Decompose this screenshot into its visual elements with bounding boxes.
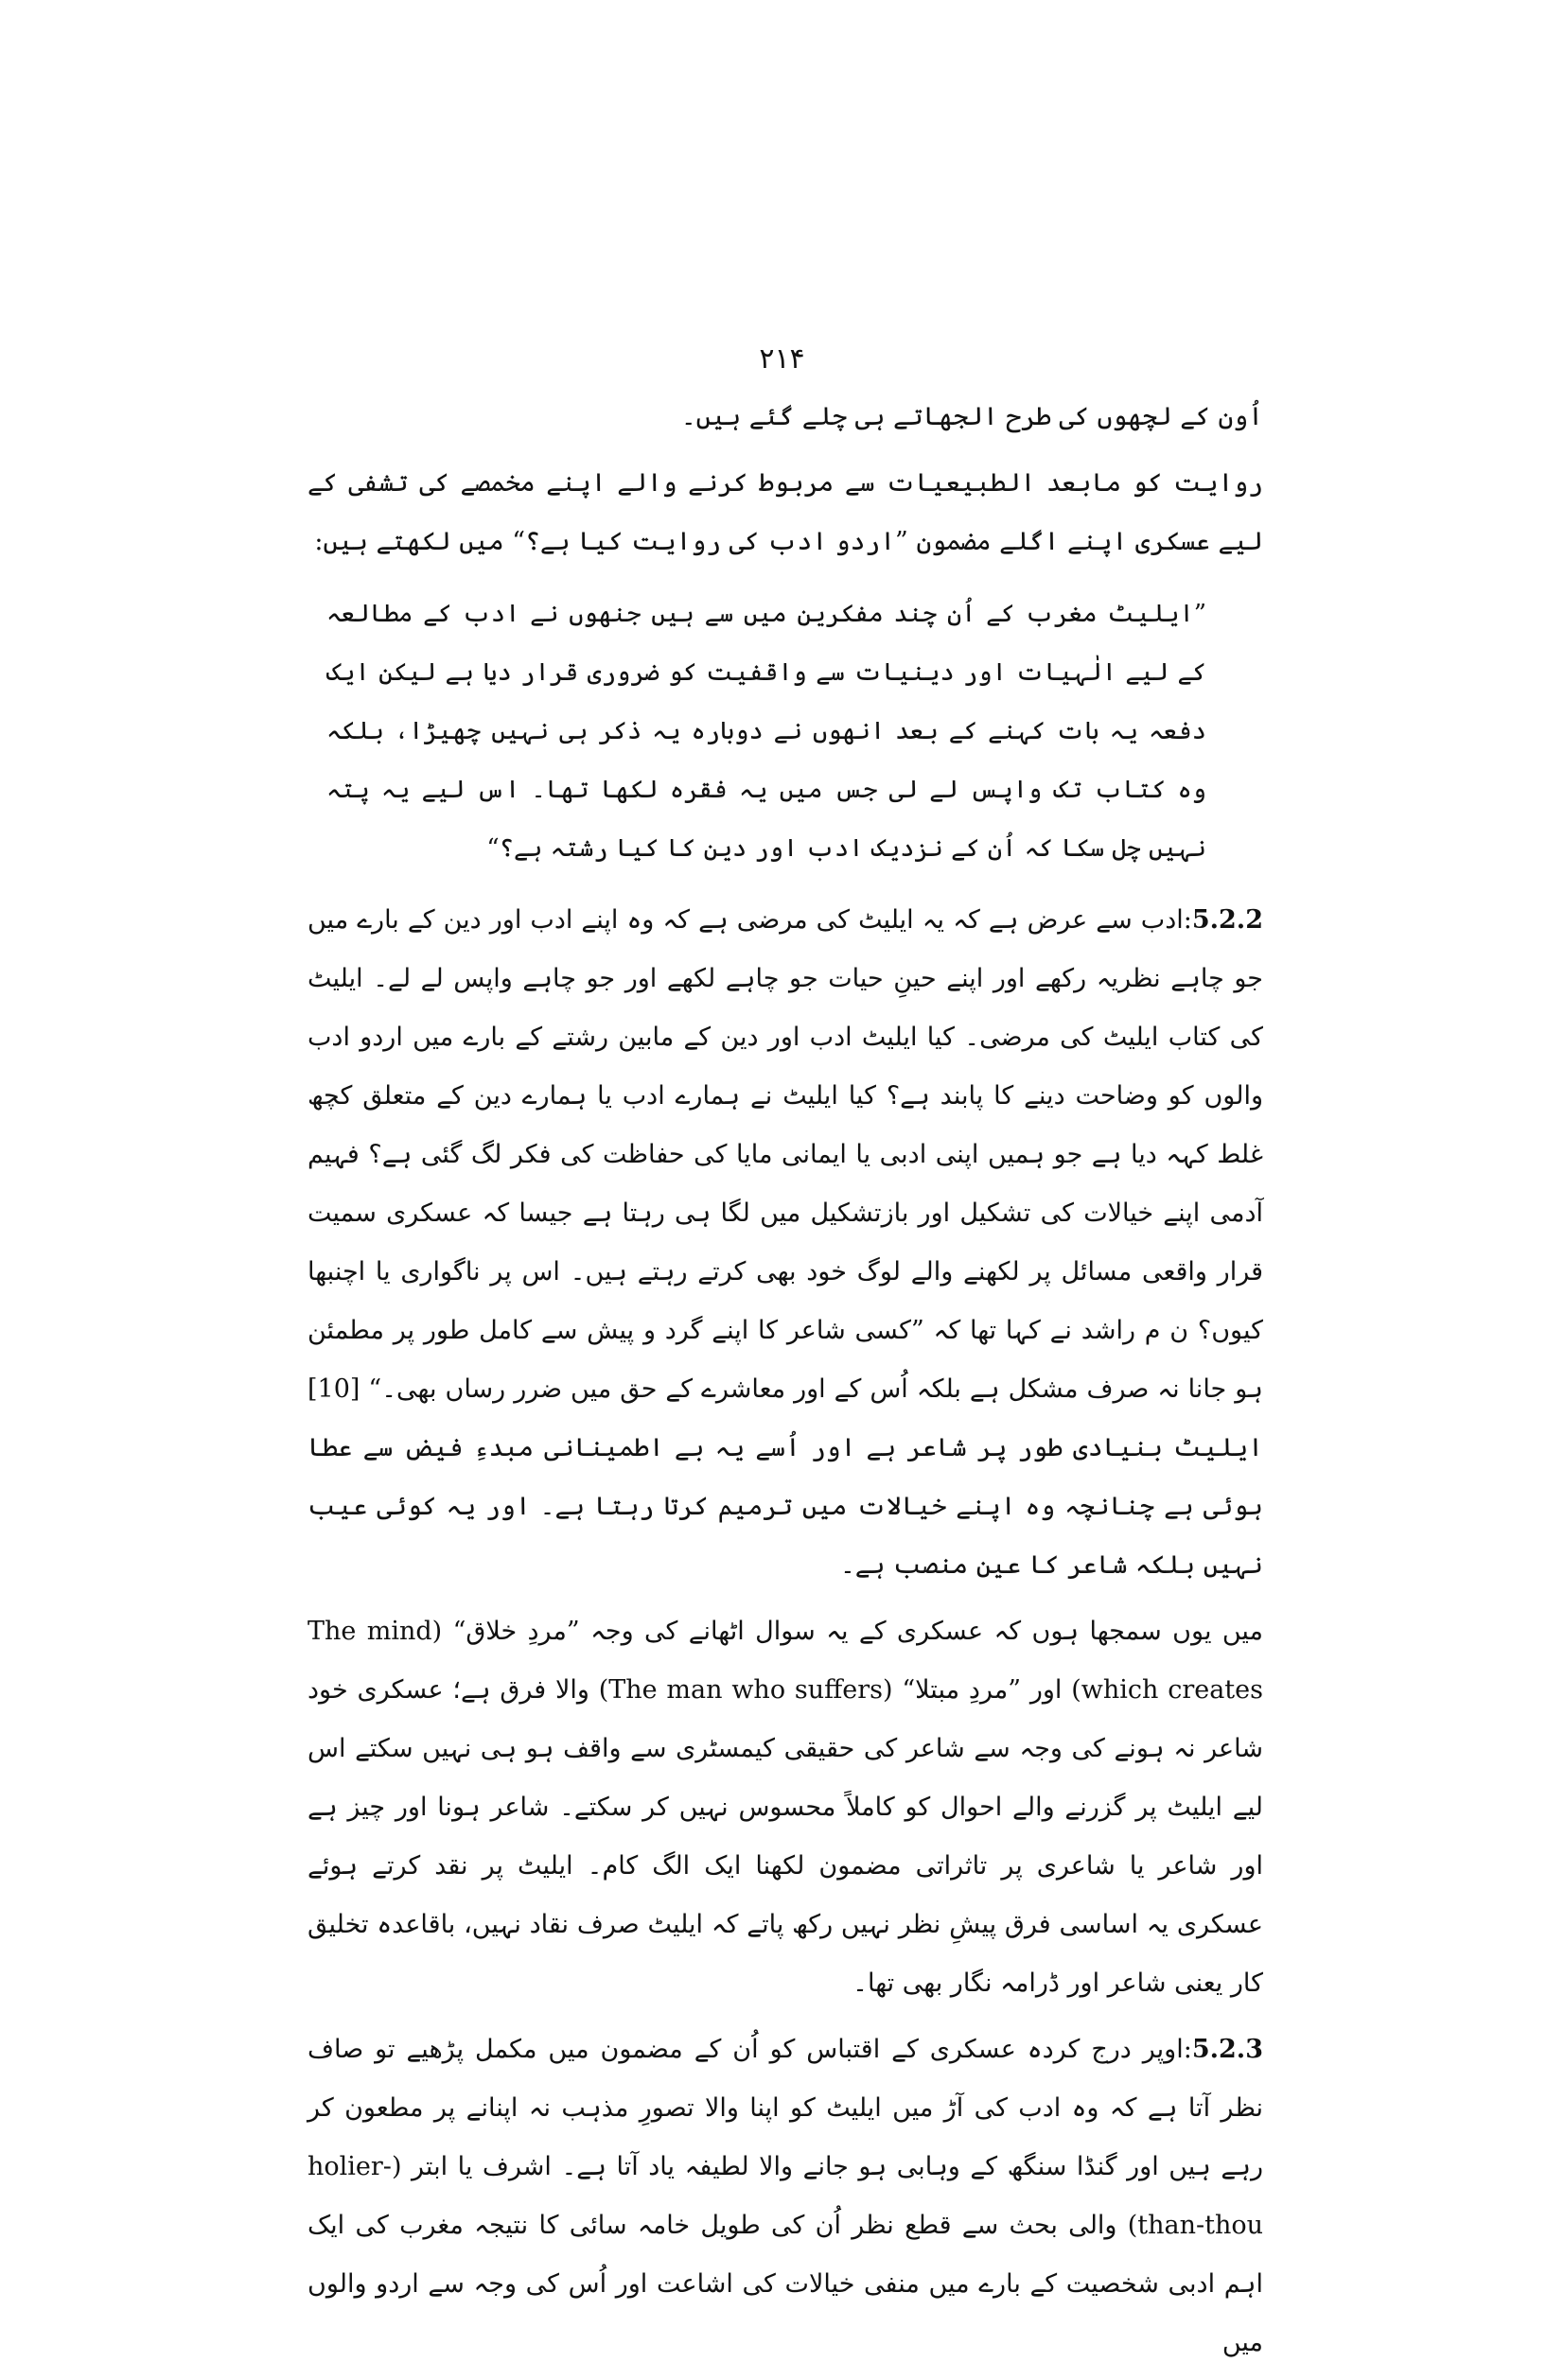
paragraph-text: :اوپر درج کردہ عسکری کے اقتباس کو اُن کے مضمون میں مکمل پڑھیے تو صاف نظر آتا ہے کہ وہ ادب کی آڑ میں ایلیٹ کو اپنا والا تصورِ مذہب نہ اپنانے پر مطعون کر رہے ہیں اور گنڈا سنگھ کے وہابی ہو جانے والا لطیفہ یاد آتا ہے۔ اشرف یا ابتر (holier-than-thou) والی بحث سے قطع نظر اُن کی طویل خامہ سائی کا نتیجہ مغرب کی ایک اہم ادبی شخصیت کے بارے میں منفی خیالات کی اشاعت اور اُس کی وجہ سے اردو والوں میں [308, 2035, 1263, 2357]
paragraph-section-5-2-3 [308, 2021, 1263, 2372]
paragraph-section-5-2-2 [308, 891, 1263, 1595]
section-number: 5.2.2 [1191, 905, 1263, 935]
page-number: ۲۱۴ [759, 342, 805, 376]
paragraph-text: :ادب سے عرض ہے کہ یہ ایلیٹ کی مرضی ہے کہ وہ اپنے ادب اور دین کے بارے میں جو چاہے نظریہ رکھے اور اپنے حینِ حیات جو چاہے لکھے اور جو چاہے واپس لے لے۔ ایلیٹ کی کتاب ایلیٹ کی مرضی۔ کیا ایلیٹ ادب اور دین کے مابین رشتے کے بارے میں اردو ادب والوں کو وضاحت دینے کا پابند ہے؟ کیا ایلیٹ نے ہمارے ادب یا ہمارے دین کے متعلق کچھ غلط کہہ دیا ہے جو ہمیں اپنی ادبی یا ایمانی مایا کی حفاظت کی فکر لگ گئی ہے؟ فہیم آدمی اپنے خیالات کی تشکیل اور بازتشکیل میں لگا ہی رہتا ہے جیسا کہ عسکری سمیت قرار واقعی مسائل پر لکھنے والے لوگ خود بھی کرتے رہتے ہیں۔ اس پر ناگواری یا اچنبھا کیوں؟ ن م راشد نے کہا تھا کہ ”کسی شاعر کا اپنے گرد و پیش سے کامل طور پر مطمئن ہو جانا نہ صرف مشکل ہے بلکہ اُس کے اور معاشرے کے حق میں ضرر رساں بھی۔“ [10] ایلیٹ بنیادی طور پر شاعر ہے اور اُسے یہ بے اطمینانی مبدءِ فیض سے عطا ہوئی ہے چنانچہ وہ اپنے خیالات میں ترمیم کرتا رہتا ہے۔ اور یہ کوئی عیب نہیں بلکہ شاعر کا عین منصب ہے۔ [308, 905, 1263, 1580]
block-quote: ”ایلیٹ مغرب کے اُن چند مفکرین میں سے ہیں جنھوں نے ادب کے مطالعہ کے لیے الٰہیات اور دینیات سے واقفیت کو ضروری قرار دیا ہے لیکن ایک دفعہ یہ بات کہنے کے بعد انھوں نے دوبارہ یہ ذکر ہی نہیں چھیڑا، بلکہ وہ کتاب تک واپس لے لی جس میں یہ فقرہ لکھا تھا۔ اس لیے یہ پتہ نہیں چل سکا کہ اُن کے نزدیک ادب اور دین کا کیا رشتہ ہے؟“ [326, 600, 1206, 863]
paragraph-intro-quote: روایت کو مابعد الطبیعیات سے مربوط کرنے والے اپنے مخمصے کی تشفی کے لیے عسکری اپنے اگلے مضمون ”اردو ادب کی روایت کیا ہے؟“ میں لکھتے ہیں: [308, 468, 1263, 556]
section-number: 5.2.3 [1191, 2035, 1263, 2064]
paragraph-mind-creates: میں یوں سمجھا ہوں کہ عسکری کے یہ سوال اٹھانے کی وجہ ”مردِ خلاق“ (The mind which creates) اور ”مردِ مبتلا“ (The man who suffers) والا فرق ہے؛ عسکری خود شاعر نہ ہونے کی وجہ سے شاعر کی حقیقی کیمسٹری سے واقف ہو ہی نہیں سکتے اس لیے ایلیٹ پر گزرنے والے احوال کو کاملاً محسوس نہیں کر سکتے۔ شاعر ہونا اور چیز ہے اور شاعر یا شاعری پر تاثراتی مضمون لکھنا ایک الگ کام۔ ایلیٹ پر نقد کرتے ہوئے عسکری یہ اساسی فرق پیشِ نظر نہیں رکھ پاتے کہ ایلیٹ صرف نقاد نہیں، باقاعدہ تخلیق کار یعنی شاعر اور ڈرامہ نگار بھی تھا۔ [308, 1617, 1263, 1998]
paragraph-continuation: اُون کے لچھوں کی طرح الجھاتے ہی چلے گئے ہیں۔ [680, 402, 1263, 431]
page-body [308, 388, 1263, 2380]
